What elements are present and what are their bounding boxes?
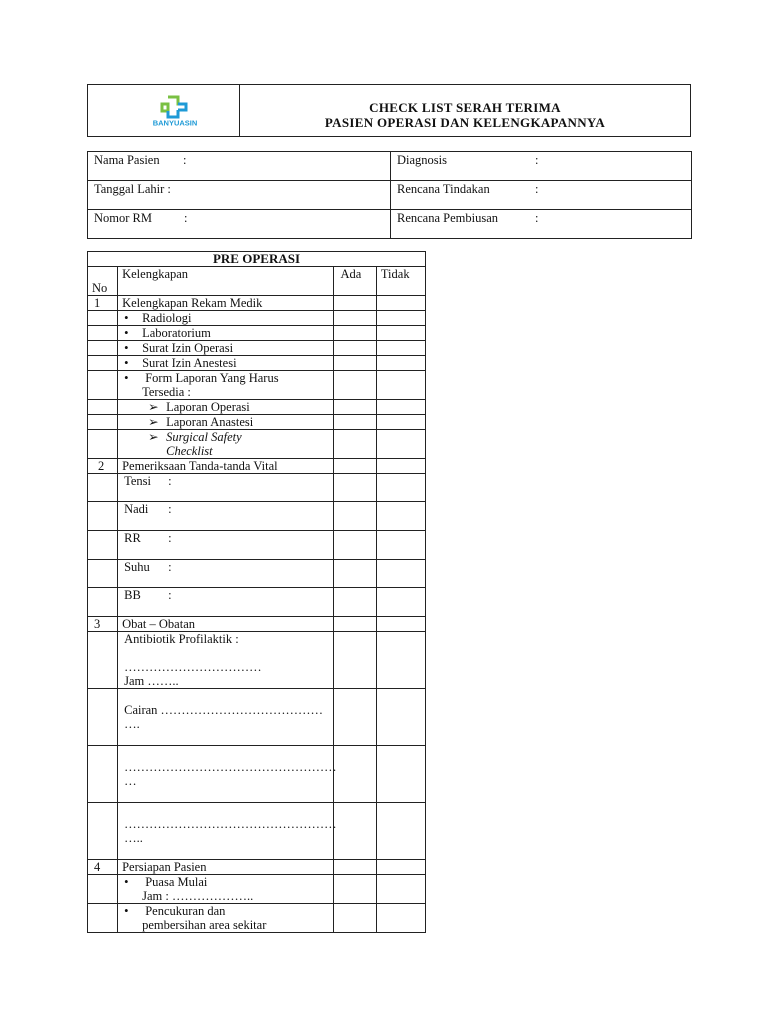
tidak-checkbox[interactable] — [376, 531, 425, 560]
tidak-checkbox[interactable] — [376, 371, 425, 400]
ada-checkbox[interactable] — [334, 356, 376, 371]
tidak-checkbox[interactable] — [376, 803, 425, 860]
ada-checkbox[interactable] — [334, 803, 376, 860]
ada-checkbox[interactable] — [334, 326, 376, 341]
title-line-2: PASIEN OPERASI DAN KELENGKAPANNYA — [324, 115, 606, 130]
fill-line: …………………………………………… — [124, 760, 337, 774]
pencukuran-line-1: Pencukuran dan — [145, 904, 226, 918]
tidak-checkbox[interactable] — [376, 459, 425, 474]
vital-label: Suhu — [124, 560, 150, 574]
tidak-checkbox[interactable] — [376, 588, 425, 617]
tidak-checkbox[interactable] — [376, 400, 425, 415]
ada-checkbox[interactable] — [334, 415, 376, 430]
obat-blank-line[interactable] — [118, 803, 337, 860]
tidak-checkbox[interactable] — [376, 296, 425, 311]
tidak-checkbox[interactable] — [376, 326, 425, 341]
colon: : — [183, 153, 187, 167]
ada-checkbox[interactable] — [334, 311, 376, 326]
vital-label: BB — [124, 588, 141, 602]
sub-item-label: Laporan Operasi — [166, 400, 250, 414]
sub-item-label: Surgical Safety — [166, 430, 242, 444]
sub-list-item — [118, 430, 334, 459]
ada-checkbox[interactable] — [334, 746, 376, 803]
sub-list-item — [118, 415, 334, 430]
sub-list-item — [118, 400, 334, 415]
obat-antibiotik[interactable] — [118, 632, 334, 689]
ada-checkbox[interactable] — [334, 531, 376, 560]
list-item: • Surat Izin Anestesi — [118, 356, 334, 371]
row-number: 3 — [88, 617, 118, 632]
list-item: • Surat Izin Operasi — [118, 341, 334, 356]
list-item-pencukuran — [118, 904, 334, 933]
tidak-checkbox[interactable] — [376, 689, 425, 746]
puasa-jam: Jam : ……………….. — [142, 889, 254, 903]
list-item-form-laporan — [118, 371, 334, 400]
form-laporan-line-1: Form Laporan Yang Harus — [145, 371, 279, 385]
colon: : — [168, 474, 172, 488]
logo-text: BANYUASIN — [152, 118, 198, 127]
tanggal-lahir-label: Tanggal Lahir : — [94, 182, 171, 196]
ada-checkbox[interactable] — [334, 560, 376, 588]
field-rencana-tindakan[interactable] — [391, 181, 692, 210]
ada-checkbox[interactable] — [334, 371, 376, 400]
diagnosis-label: Diagnosis — [397, 153, 447, 167]
ada-checkbox[interactable] — [334, 502, 376, 531]
pre-operasi-checklist — [87, 251, 426, 933]
logo-cell — [88, 85, 240, 136]
arrow-bullet-icon: ➢ — [148, 400, 159, 414]
section-title: PRE OPERASI — [88, 252, 426, 267]
rencana-tindakan-label: Rencana Tindakan — [397, 182, 490, 196]
colon: : — [168, 502, 172, 516]
tidak-checkbox[interactable] — [376, 356, 425, 371]
field-nomor-rm[interactable] — [88, 210, 391, 239]
ada-checkbox[interactable] — [334, 588, 376, 617]
tidak-checkbox[interactable] — [376, 311, 425, 326]
list-item: • Laboratorium — [118, 326, 334, 341]
col-header-no: No — [88, 267, 118, 296]
colon: : — [535, 153, 539, 167]
ada-checkbox[interactable] — [334, 632, 376, 689]
ada-checkbox[interactable] — [334, 430, 376, 459]
ada-checkbox[interactable] — [334, 617, 376, 632]
ada-checkbox[interactable] — [334, 459, 376, 474]
tidak-checkbox[interactable] — [376, 560, 425, 588]
arrow-bullet-icon: ➢ — [148, 430, 159, 444]
ada-checkbox[interactable] — [334, 904, 376, 933]
rencana-pembiusan-label: Rencana Pembiusan — [397, 211, 499, 225]
ada-checkbox[interactable] — [334, 474, 376, 502]
obat-blank-line[interactable] — [118, 746, 337, 803]
field-tanggal-lahir[interactable] — [88, 181, 391, 210]
list-item-puasa — [118, 875, 334, 904]
ada-checkbox[interactable] — [334, 860, 376, 875]
patient-info-table — [87, 151, 692, 239]
field-rencana-pembiusan[interactable] — [391, 210, 692, 239]
row-number: 1 — [88, 296, 118, 311]
antibiotik-label: Antibiotik Profilaktik : — [124, 632, 239, 646]
pencukuran-line-2: pembersihan area sekitar — [142, 918, 267, 932]
colon: : — [168, 531, 172, 545]
tidak-checkbox[interactable] — [376, 341, 425, 356]
section-heading: Obat – Obatan — [118, 617, 334, 632]
tidak-checkbox[interactable] — [376, 875, 425, 904]
colon: : — [184, 211, 188, 225]
arrow-bullet-icon: ➢ — [148, 415, 159, 429]
form-header — [87, 84, 691, 137]
col-header-kelengkapan: Kelengkapan — [118, 267, 334, 296]
cairan-fill-line: …. — [124, 717, 140, 731]
puasa-label: Puasa Mulai — [145, 875, 208, 889]
antibiotik-fill-line: …………………………… — [124, 660, 262, 674]
tidak-checkbox[interactable] — [376, 474, 425, 502]
section-heading: Persiapan Pasien — [118, 860, 334, 875]
col-header-ada: Ada — [334, 267, 376, 296]
ada-checkbox[interactable] — [334, 875, 376, 904]
colon: : — [168, 560, 172, 574]
form-laporan-line-2: Tersedia : — [142, 385, 191, 399]
fill-line: …………………………………………… — [124, 817, 337, 831]
ada-checkbox[interactable] — [334, 341, 376, 356]
cairan-label: Cairan ………………………………… — [124, 703, 324, 717]
antibiotik-jam: Jam …….. — [124, 674, 179, 688]
fill-line: ….. — [124, 831, 143, 845]
field-nama-pasien[interactable] — [88, 152, 391, 181]
sub-item-label: Checklist — [166, 444, 213, 458]
tidak-checkbox[interactable] — [376, 617, 425, 632]
tidak-checkbox[interactable] — [376, 860, 425, 875]
vital-rr[interactable] — [118, 531, 334, 560]
ada-checkbox[interactable] — [334, 296, 376, 311]
form-title — [240, 100, 690, 130]
vital-tensi[interactable] — [118, 474, 334, 502]
field-diagnosis[interactable] — [391, 152, 692, 181]
title-line-1: CHECK LIST SERAH TERIMA — [369, 100, 561, 115]
section-heading: Pemeriksaan Tanda-tanda Vital — [118, 459, 334, 474]
banyuasin-logo — [148, 95, 202, 127]
tidak-checkbox[interactable] — [376, 746, 425, 803]
vital-label: RR — [124, 531, 141, 545]
vital-bb[interactable] — [118, 588, 334, 617]
tidak-checkbox[interactable] — [376, 632, 425, 689]
colon: : — [535, 182, 539, 196]
ada-checkbox[interactable] — [334, 689, 376, 746]
nomor-rm-label: Nomor RM — [94, 211, 152, 225]
fill-line: … — [124, 774, 137, 788]
colon: : — [168, 588, 172, 602]
tidak-checkbox[interactable] — [376, 415, 425, 430]
tidak-checkbox[interactable] — [376, 430, 425, 459]
sub-item-label: Laporan Anastesi — [166, 415, 254, 429]
vital-label: Nadi — [124, 502, 149, 516]
list-item: • Radiologi — [118, 311, 334, 326]
vital-label: Tensi — [124, 474, 152, 488]
obat-cairan[interactable] — [118, 689, 334, 746]
tidak-checkbox[interactable] — [376, 502, 425, 531]
row-number: 2 — [88, 459, 118, 474]
section-heading: Kelengkapan Rekam Medik — [118, 296, 334, 311]
vital-suhu[interactable] — [118, 560, 334, 588]
ada-checkbox[interactable] — [334, 400, 376, 415]
row-number: 4 — [88, 860, 118, 875]
tidak-checkbox[interactable] — [376, 904, 425, 933]
col-header-tidak: Tidak — [376, 267, 425, 296]
nama-pasien-label: Nama Pasien — [94, 153, 160, 167]
vital-nadi[interactable] — [118, 502, 334, 531]
colon: : — [535, 211, 539, 225]
